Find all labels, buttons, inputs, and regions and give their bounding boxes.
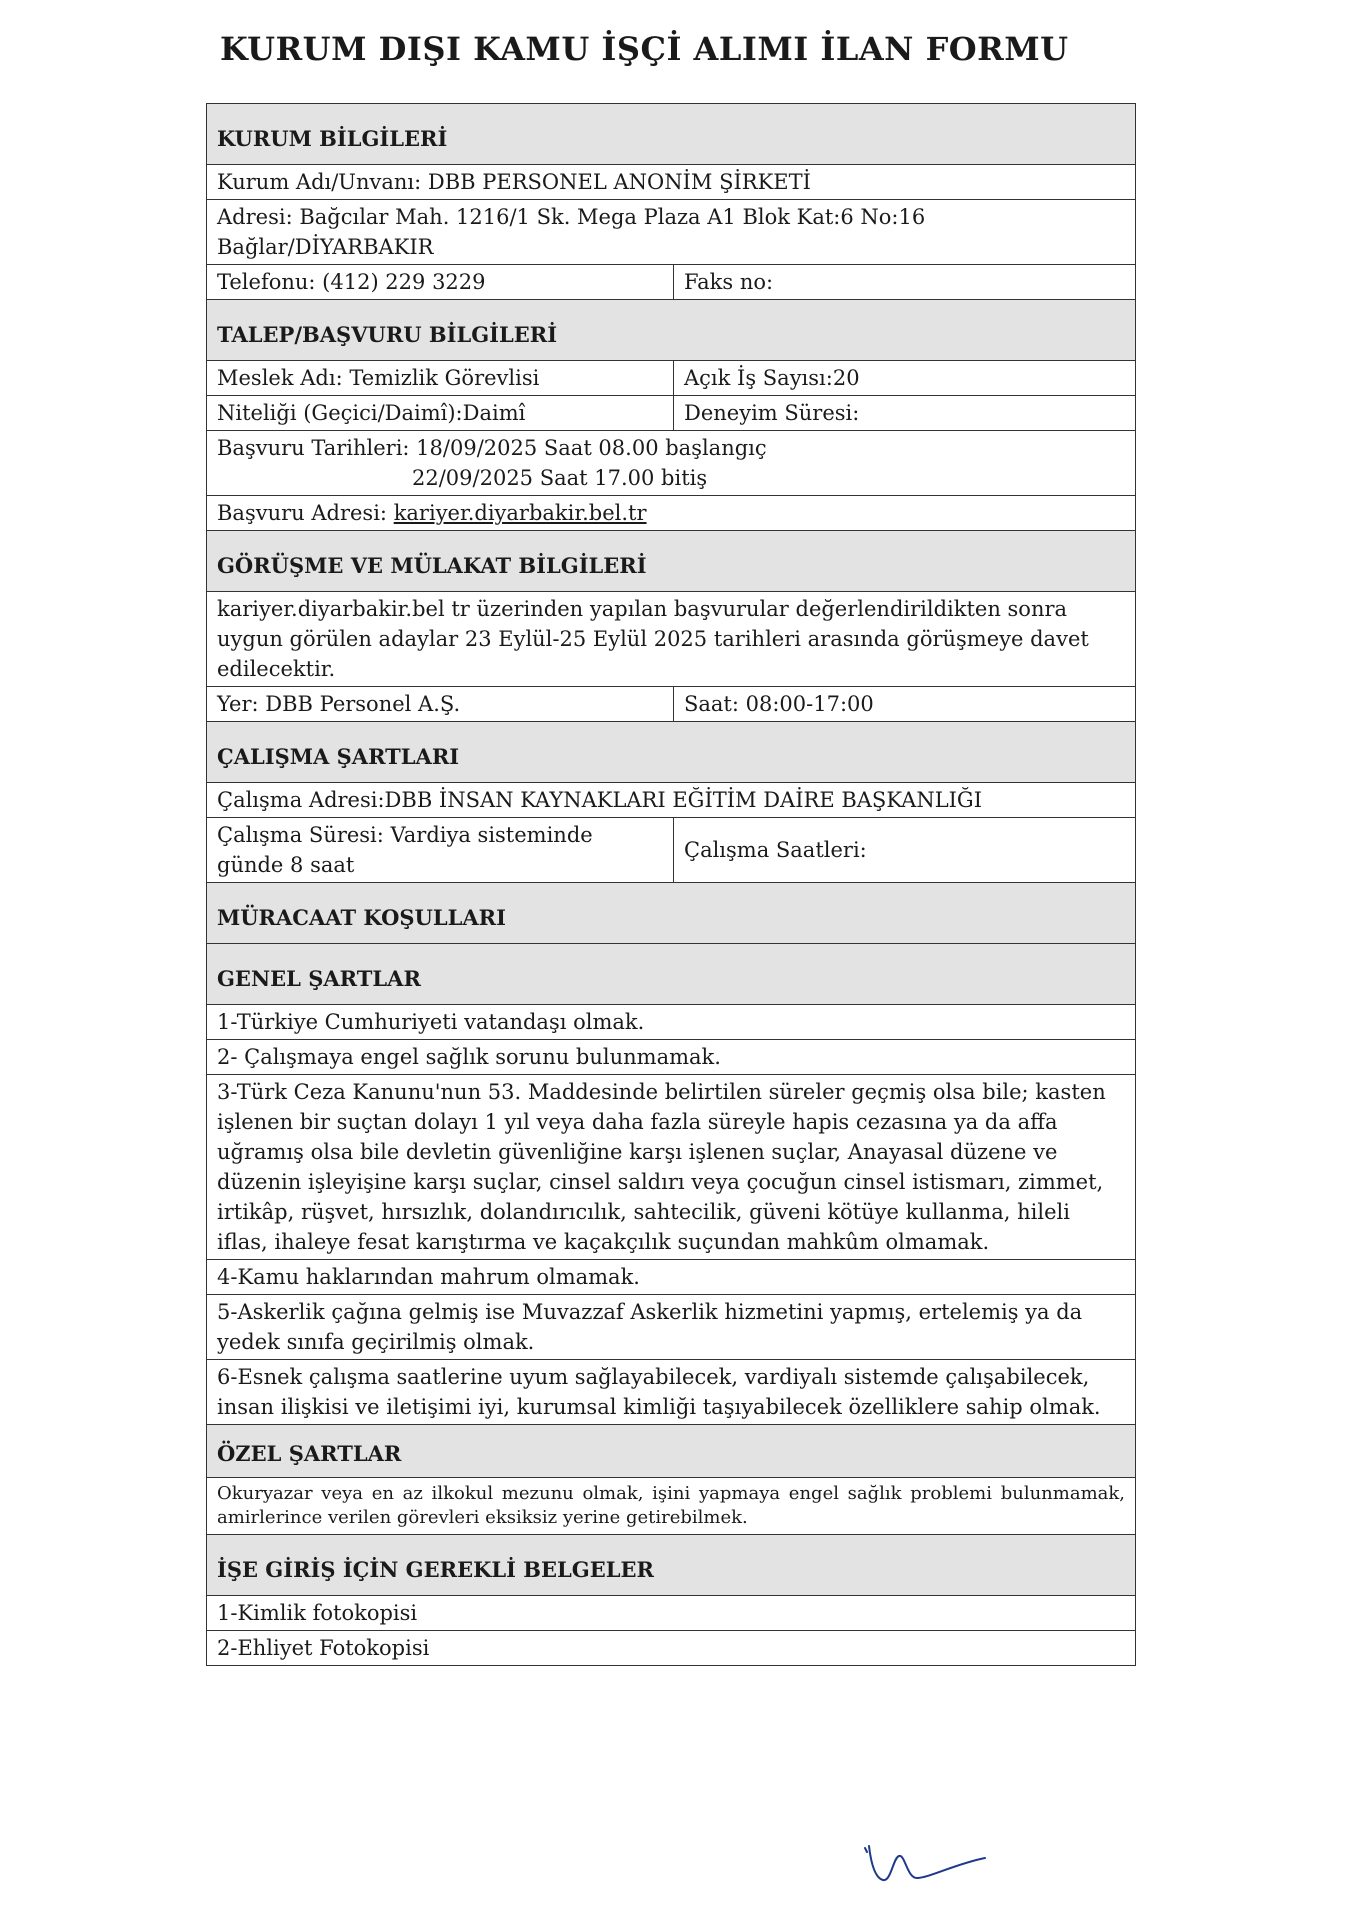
occupation-name: Meslek Adı: Temizlik Görevlisi [207, 361, 674, 395]
institution-name: Kurum Adı/Unvanı: DBB PERSONEL ANONİM ŞİRKETİ [217, 170, 811, 194]
general-condition-5: 5-Askerlik çağına gelmiş ise Muvazzaf Askerlik hizmetini yapmış, ertelemiş ya da yedek sınıfa geçirilmiş olmak. [217, 1300, 1083, 1354]
institution-phone: Telefonu: (412) 229 3229 [207, 265, 674, 299]
application-address-label: Başvuru Adresi: [217, 501, 387, 525]
application-link[interactable]: kariyer.diyarbakir.bel.tr [393, 501, 647, 525]
section-header: ÖZEL ŞARTLAR [207, 1425, 1135, 1477]
general-condition-2: 2- Çalışmaya engel sağlık sorunu bulunmamak. [217, 1045, 721, 1069]
application-end: 22/09/2025 Saat 17.00 bitiş [412, 466, 708, 490]
interview-time: Saat: 08:00-17:00 [684, 692, 874, 716]
open-positions: Açık İş Sayısı:20 [684, 366, 860, 390]
interview-info: kariyer.diyarbakir.bel tr üzerinden yapılan başvurular değerlendirildikten sonra uygun görülen adaylar 23 Eylül-25 Eylül 2025 tarihleri arasında görüşmeye davet edilecektir. [217, 597, 1089, 681]
application-dates [207, 431, 1135, 495]
page-title: KURUM DIŞI KAMU İŞÇİ ALIMI İLAN FORMU [220, 30, 1069, 68]
work-address: Çalışma Adresi:DBB İNSAN KAYNAKLARI EĞİTİM DAİRE BAŞKANLIĞI [217, 788, 983, 812]
interview-place: Yer: DBB Personel A.Ş. [207, 687, 674, 721]
document-item-2: 2-Ehliyet Fotokopisi [217, 1636, 430, 1660]
general-condition-3: 3-Türk Ceza Kanunu'nun 53. Maddesinde belirtilen süreler geçmiş olsa bile; kasten işlenen bir suçtan dolayı 1 yıl veya daha fazla süreyle hapis cezasına ya da affa uğramış olsa bile devletin güvenliğine karşı işlenen suçlar, Anayasal düzene ve düzenin işleyişine karşı suçlar, cinsel saldırı veya çocuğun cinsel istismarı, zimmet, irtikâp, rüşvet, hırsızlık, dolandırıcılık, sahtecilik, güveni kötüye kullanma, hileli iflas, ihaleye fesat karıştırma ve kaçakçılık suçundan mahkûm olmamak. [217, 1080, 1106, 1254]
section-header: KURUM BİLGİLERİ [207, 104, 1135, 164]
general-condition-6: 6-Esnek çalışma saatlerine uyum sağlayabilecek, vardiyalı sistemde çalışabilecek, insan ilişkisi ve iletişimi iyi, kurumsal kimliği taşıyabilecek özelliklere sahip olmak. [217, 1365, 1101, 1419]
section-header: MÜRACAAT KOŞULLARI [207, 883, 1135, 943]
special-conditions: Okuryazar veya en az ilkokul mezunu olmak, işini yapmaya engel sağlık problemi bulunmamak, amirlerince verilen görevleri eksiksiz yerine getirebilmek. [217, 1483, 1125, 1528]
job-nature: Niteliği (Geçici/Daimî):Daimî [207, 396, 674, 430]
application-start: Başvuru Tarihleri: 18/09/2025 Saat 08.00 başlangıç [217, 436, 767, 460]
section-header: GENEL ŞARTLAR [207, 944, 1135, 1004]
experience-duration: Deneyim Süresi: [684, 401, 860, 425]
work-duration: Çalışma Süresi: Vardiya sisteminde günde 8 saat [207, 818, 674, 882]
section-header: TALEP/BAŞVURU BİLGİLERİ [207, 300, 1135, 360]
signature-mark [855, 1838, 995, 1898]
general-condition-1: 1-Türkiye Cumhuriyeti vatandaşı olmak. [217, 1010, 645, 1034]
section-header: GÖRÜŞME VE MÜLAKAT BİLGİLERİ [207, 531, 1135, 591]
work-hours: Çalışma Saatleri: [684, 838, 867, 862]
section-header: ÇALIŞMA ŞARTLARI [207, 722, 1135, 782]
section-kurum [207, 104, 1135, 165]
institution-address: Adresi: Bağcılar Mah. 1216/1 Sk. Mega Plaza A1 Blok Kat:6 No:16 Bağlar/DİYARBAKIR [217, 205, 926, 259]
announcement-form [206, 103, 1136, 1666]
section-header: İŞE GİRİŞ İÇİN GEREKLİ BELGELER [207, 1535, 1135, 1595]
institution-fax: Faks no: [684, 270, 774, 294]
general-condition-4: 4-Kamu haklarından mahrum olmamak. [217, 1265, 640, 1289]
application-address [207, 496, 1135, 530]
document-item-1: 1-Kimlik fotokopisi [217, 1601, 418, 1625]
